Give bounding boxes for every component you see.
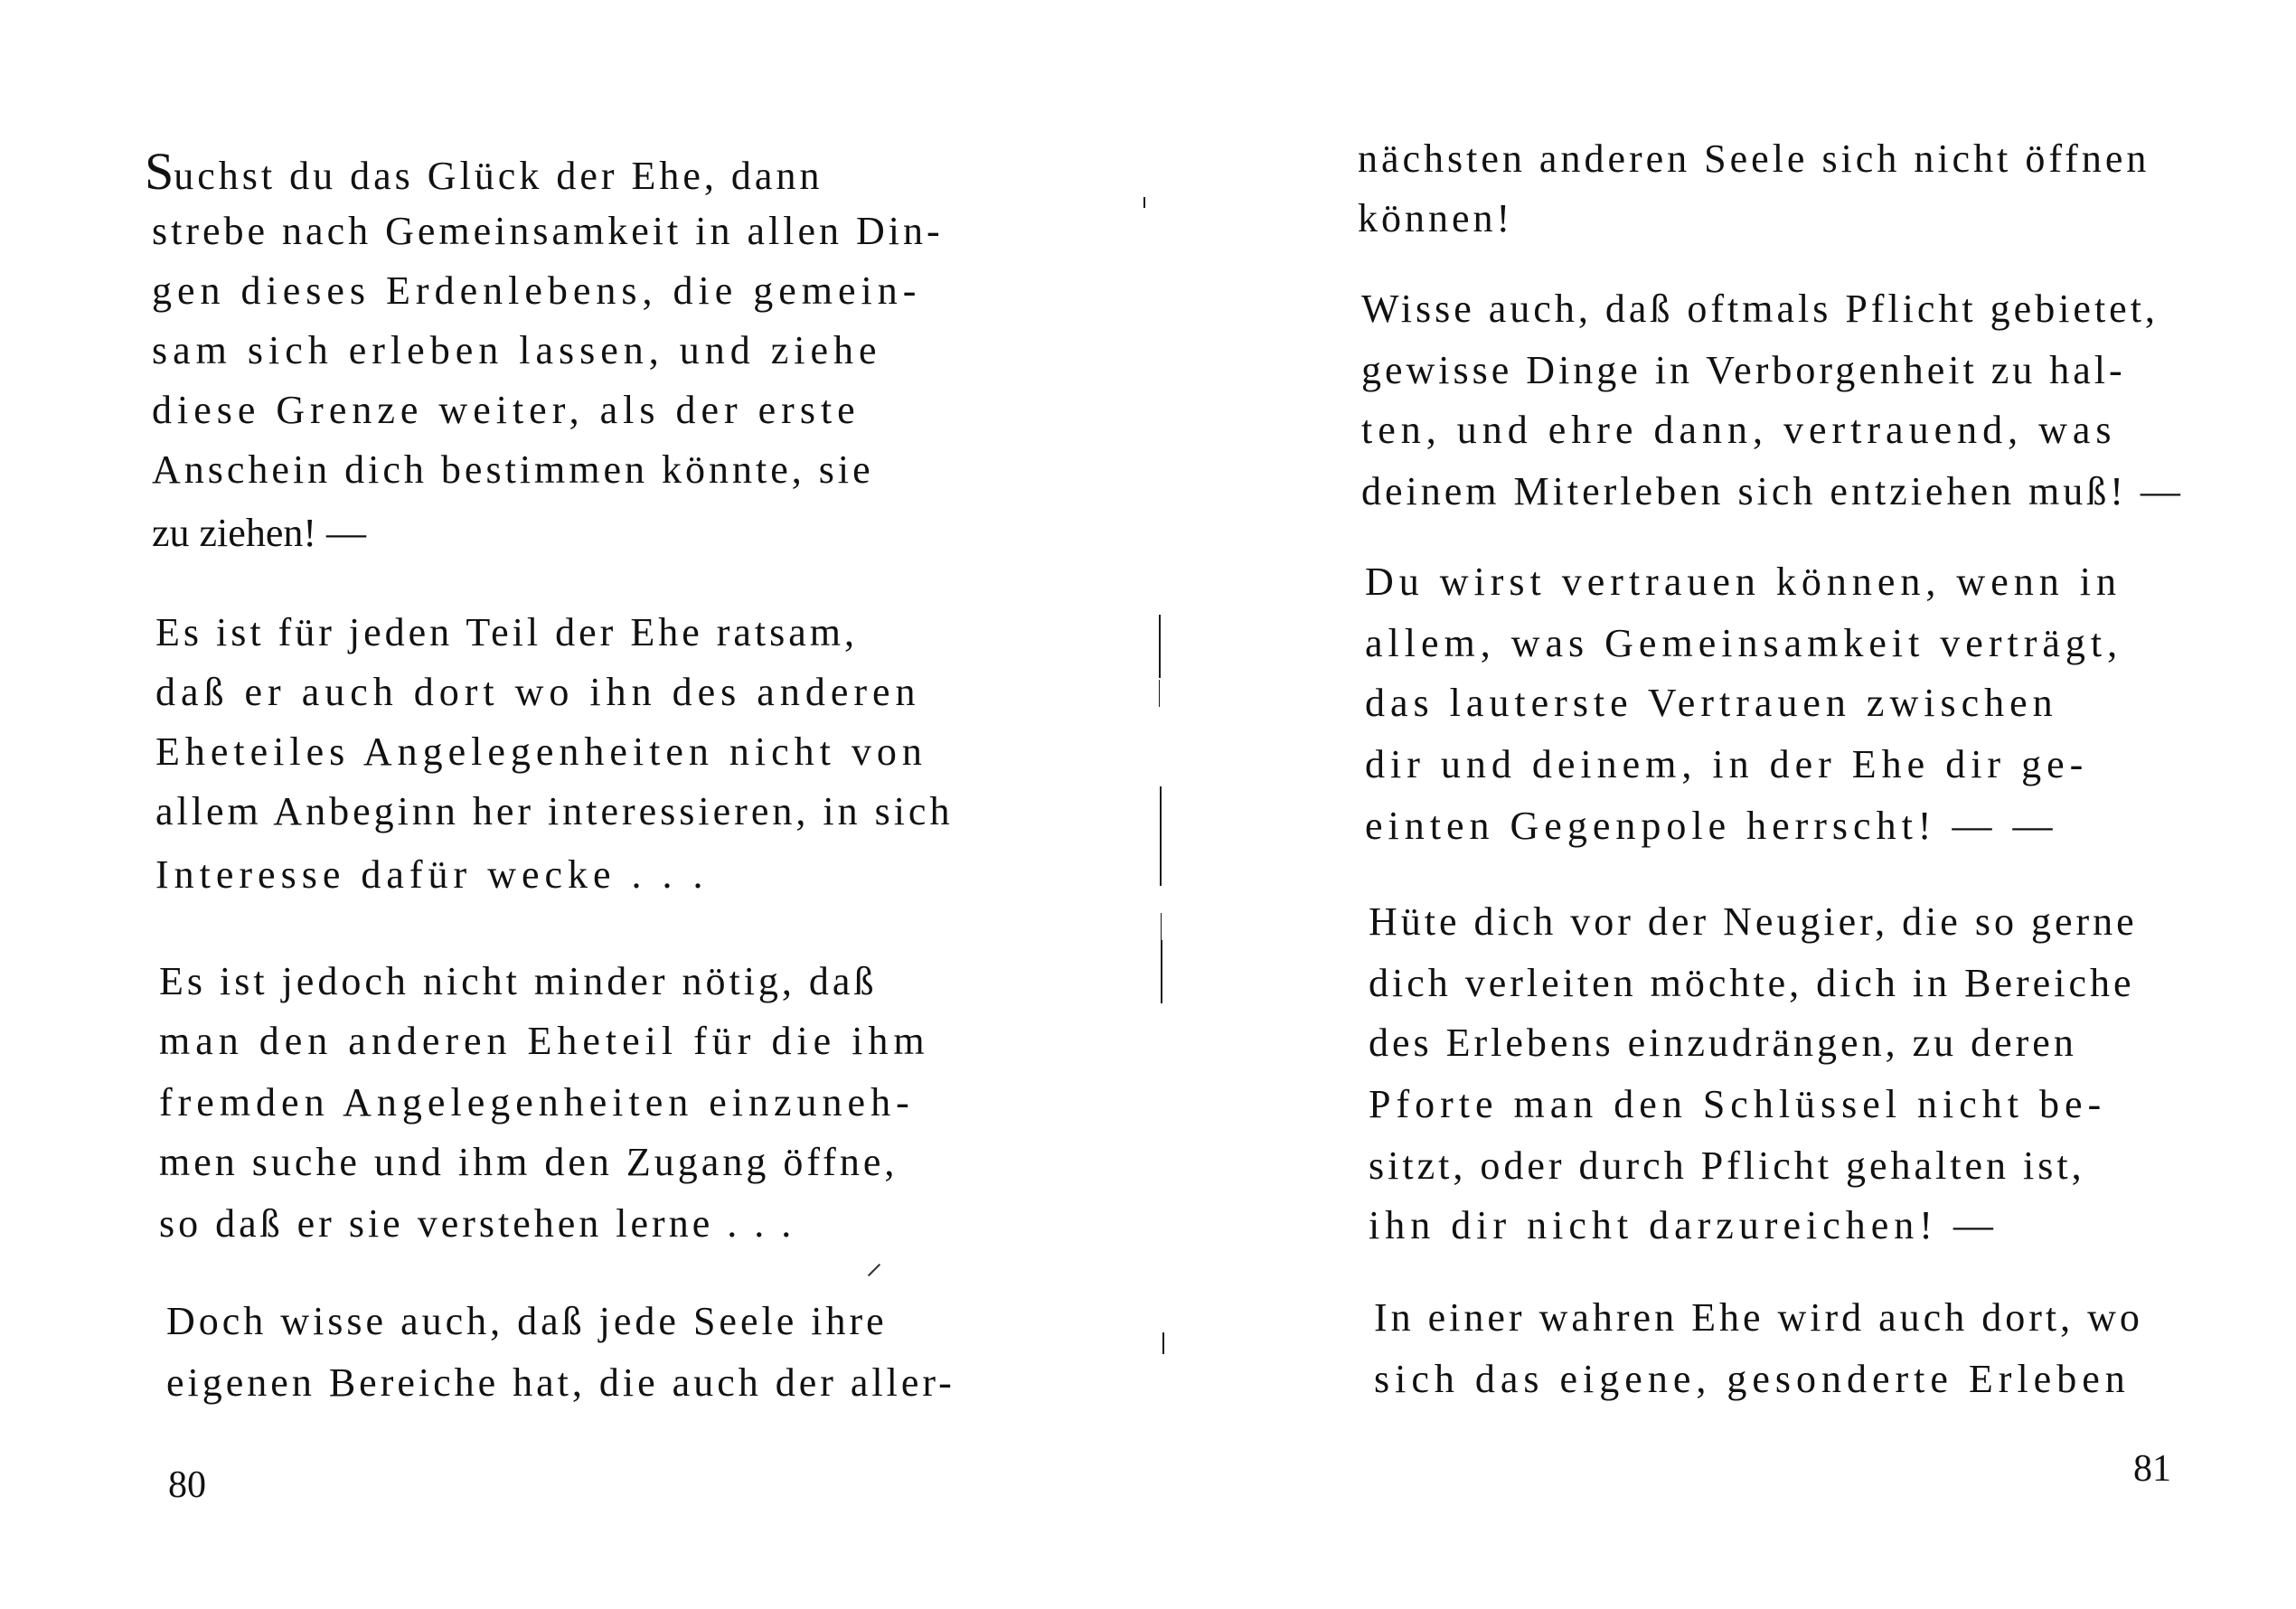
text-line: strebe nach Gemeinsamkeit in allen Din- — [152, 209, 944, 253]
text-line: sitzt, oder durch Pflicht gehalten ist, — [1369, 1143, 2085, 1188]
text-line: nächsten anderen Seele sich nicht öffnen — [1358, 136, 2150, 181]
text-line: Du wirst vertrauen können, wenn in — [1365, 560, 2122, 604]
text-line: In einer wahren Ehe wird auch dort, wo — [1374, 1295, 2143, 1340]
text-line: deinem Miterleben sich entziehen muß! — — [1361, 469, 2184, 513]
text-line: Wisse auch, daß oftmals Pflicht gebietet, — [1361, 287, 2159, 331]
text-line: gewisse Dinge in Verborgenheit zu hal- — [1361, 348, 2126, 392]
text-line: Es ist für jeden Teil der Ehe ratsam, — [155, 610, 859, 654]
stray-mark — [868, 1264, 880, 1276]
text-line: men suche und ihm den Zugang öffne, — [159, 1140, 899, 1184]
text-line: so daß er sie verstehen lerne . . . — [159, 1201, 795, 1246]
text-line: Anschein dich bestimmen könnte, sie — [152, 447, 874, 492]
text-line: fremden Angelegenheiten einzuneh- — [159, 1080, 915, 1124]
text-line: man den anderen Eheteil für die ihm — [159, 1019, 930, 1063]
text-line: Suchst du das Glück der Ehe, dann — [145, 142, 823, 201]
text-line: Doch wisse auch, daß jede Seele ihre — [166, 1299, 888, 1343]
drop-initial: S — [145, 142, 174, 201]
text-line: diese Grenze weiter, als der erste — [152, 388, 861, 432]
text-line: Hüte dich vor der Neugier, die so gerne — [1369, 899, 2138, 944]
text-line: eigenen Bereiche hat, die auch der aller- — [166, 1360, 955, 1405]
text-line: allem, was Gemeinsamkeit verträgt, — [1365, 621, 2123, 665]
text-line: Interesse dafür wecke . . . — [155, 852, 709, 897]
text-line: Eheteiles Angelegenheiten nicht von — [155, 729, 927, 774]
right-page — [1148, 0, 2296, 1609]
gutter-mark — [1143, 197, 1145, 208]
page-number: 80 — [168, 1464, 206, 1506]
text-line: Es ist jedoch nicht minder nötig, daß — [159, 959, 878, 1003]
text-line: allem Anbeginn her interessieren, in sich — [155, 789, 954, 833]
text-line: ten, und ehre dann, vertrauend, was — [1361, 408, 2117, 452]
text-line: des Erlebens einzudrängen, zu deren — [1369, 1021, 2077, 1065]
text-line: können! — [1358, 196, 1514, 240]
text-line: daß er auch dort wo ihn des anderen — [155, 670, 921, 714]
text-line: sam sich erleben lassen, und ziehe — [152, 328, 882, 372]
text-line: gen dieses Erdenlebens, die gemein- — [152, 268, 922, 313]
text-line: Pforte man den Schlüssel nicht be- — [1369, 1082, 2107, 1126]
text-line: sich das eigene, gesonderte Erleben — [1374, 1357, 2131, 1401]
text-line: dich verleiten möchte, dich in Bereiche — [1369, 961, 2135, 1005]
text-line: zu ziehen! — — [152, 511, 366, 555]
text-line: ihn dir nicht darzureichen! — — [1369, 1203, 1999, 1247]
text-line: das lauterste Vertrauen zwischen — [1365, 681, 2058, 725]
text-line: einten Gegenpole herrscht! — — — [1365, 804, 2058, 848]
page-number: 81 — [2133, 1448, 2171, 1490]
text-line: dir und deinem, in der Ehe dir ge- — [1365, 742, 2089, 786]
